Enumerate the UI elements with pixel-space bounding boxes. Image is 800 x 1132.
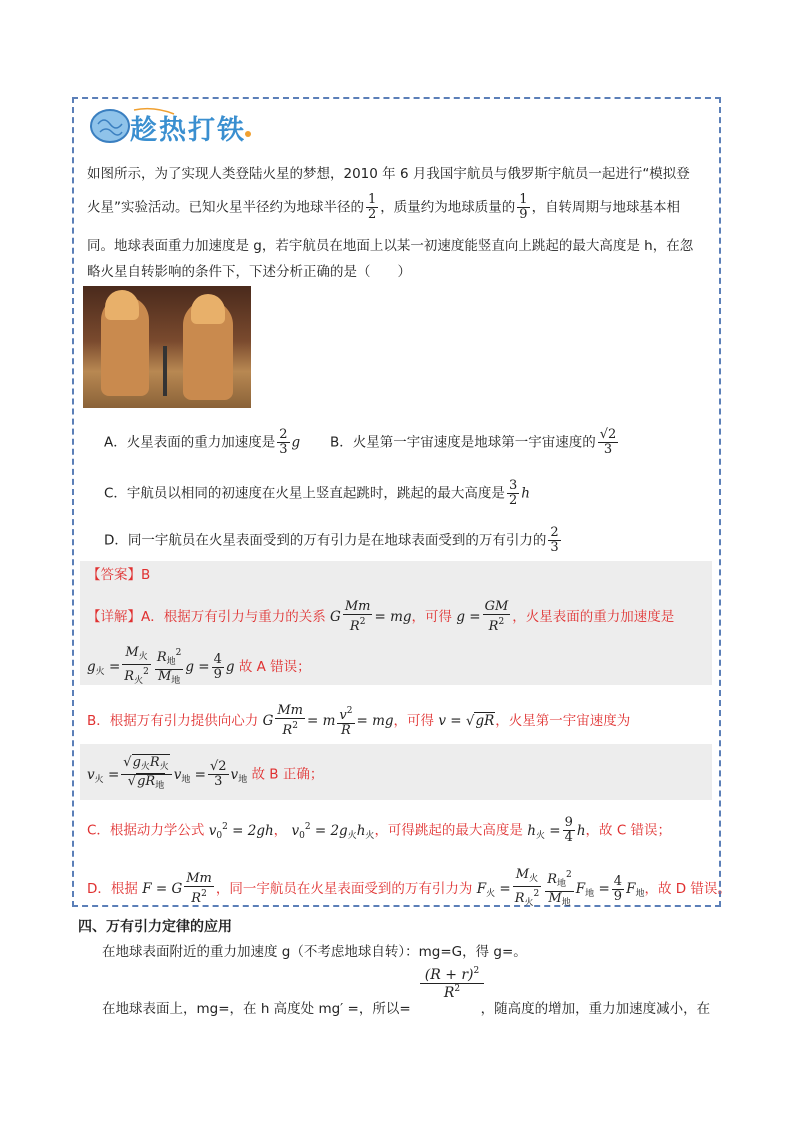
answer-line: 【答案】B <box>87 567 151 583</box>
option-b[interactable]: B．火星第一宇宙速度是地球第一宇宙速度的 $\frac{√2}{3}$ <box>330 427 617 457</box>
detail-a-line-1: 【详解】A．根据万有引力与重力的关系 G $\frac{Mm}{R^2}$ = mg，可得 g = $\frac{GM}{R^2}$ ，火星表面的重力加速度是 <box>87 599 675 634</box>
fraction: $\frac{1}{2}$ <box>368 192 377 222</box>
fraction: $\frac{1}{9}$ <box>519 192 528 222</box>
question-line-4: 略火星自转影响的条件下，下述分析正确的是（ ） <box>87 264 411 280</box>
question-line-1: 如图所示，为了实现人类登陆火星的梦想，2010 年 6 月我国宇航员与俄罗斯宇航员一起进行“模拟登 <box>87 166 690 182</box>
section-title: 四、万有引力定律的应用 <box>78 919 232 935</box>
option-a[interactable]: A．火星表面的重力加速度是 $\frac{2}{3}$ g <box>104 427 301 457</box>
option-d[interactable]: D．同一宇航员在火星表面受到的万有引力是在地球表面受到的万有引力的 $\frac{2}{3}$ <box>104 525 559 555</box>
astronaut-photo <box>83 286 251 408</box>
detail-b-line-2: $v_火$ = $\frac{√g_火R_火}{√gR_地}$ $v_地$ = $\frac{√2}{3}$ $v_地$ 故 B 正确； <box>87 755 324 791</box>
detail-c-line: C．根据动力学公式 $v_0^2 = 2gh$， $v_0^2 = 2g_火h_火$，可得跳起的最大高度是 $h_火$ = $\frac{9}{4}$ h，故 C 错误； <box>87 815 672 845</box>
ratio-formula: $(R + r)^2$ $R^2$ <box>420 966 484 1001</box>
section-paragraph-1: 在地球表面附近的重力加速度 g（不考虑地球自转）：mg=G，得 g=。 <box>102 944 527 960</box>
banner-title: 趁热打铁 <box>130 115 246 146</box>
question-line-3: 同。地球表面重力加速度是 g，若宇航员在地面上以某一初速度能竖直向上跳起的最大高度是 h，在忽 <box>87 238 694 254</box>
detail-a-line-2: $g_火$ = $\frac{M_火}{R_火^2}$ $\frac{R_地^2}{M_地}$ g = $\frac{4}{9}$ g 故 A 错误； <box>87 645 311 686</box>
detail-d-line: D．根据 F = G $\frac{Mm}{R^2}$ ，同一宇航员在火星表面受到的万有引力为 $F_火$ = $\frac{M_火}{R_火^2}$ $\frac{R_地^2}{M_地}$ $F_地$ = $\frac{4}{9}$ $F_地$，故 D 错误。 <box>87 867 731 908</box>
detail-b-line-1: B．根据万有引力提供向心力 G $\frac{Mm}{R^2}$ = m $\frac{v^2}{R}$ = mg，可得 v = √gR，火星第一宇宙速度为 <box>87 703 631 738</box>
option-c[interactable]: C．宇航员以相同的初速度在火星上竖直起跳时，跳起的最大高度是 $\frac{3}{2}$ h <box>104 478 530 508</box>
question-line-2: 火星”实验活动。已知火星半径约为地球半径的 $\frac{1}{2}$ ，质量约为地球质量的 $\frac{1}{9}$ ，自转周期与地球基本相 <box>87 192 681 222</box>
section-paragraph-2: 在地球表面上，mg=，在 h 高度处 mg′ =，所以= ，随高度的增加，重力加速度减小，在 <box>102 1001 711 1017</box>
